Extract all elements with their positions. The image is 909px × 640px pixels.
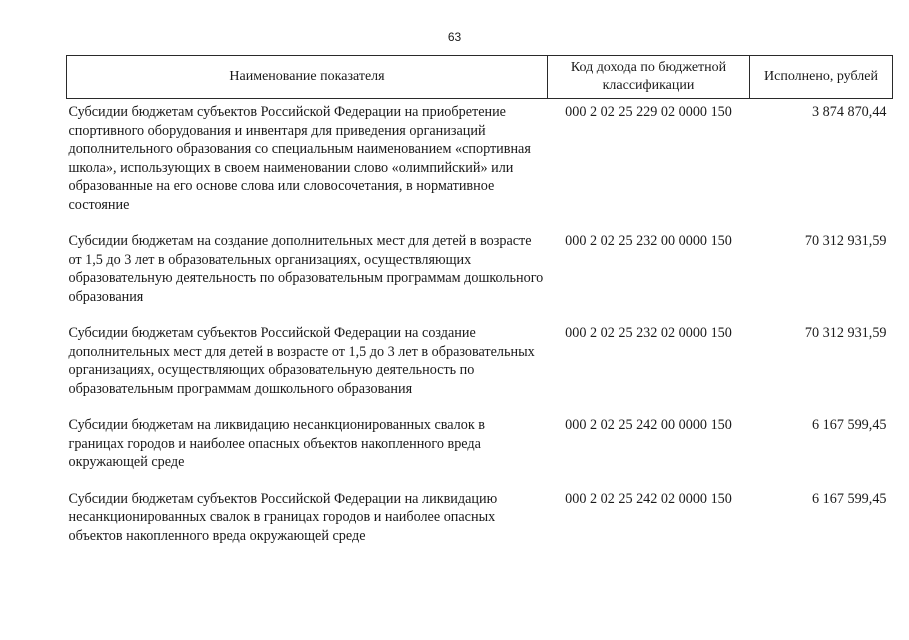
header-indicator-name: Наименование показателя [67,56,548,99]
table-row [67,412,893,486]
income-code: 000 2 02 25 242 02 0000 150 [565,490,732,507]
executed-amount: 3 874 870,44 [812,104,887,120]
indicator-name: Субсидии бюджетам на создание дополнительных мест для детей в возрасте от 1,5 до 3 лет в образовательных организациях, осуществляющих образовательную деятельность по образовательным программам дошкольного образования [68,233,544,305]
executed-amount: 70 312 931,59 [804,325,887,341]
budget-income-table [66,55,893,559]
page-number: 63 [447,30,462,44]
table-row [67,99,893,229]
indicator-name: Субсидии бюджетам субъектов Российской Федерации на приобретение спортивного оборудования и инвентаря для приведения организаций дополнительного образования со специальным наименованием «спортивная школа», использующих в своем наименовании слово «олимпийский» или образованные на его основе слова или словосочетания, в нормативное состояние [68,104,531,213]
header-income-code: Код дохода по бюджетной классификации [548,56,750,99]
indicator-name: Субсидии бюджетам субъектов Российской Федерации на ликвидацию несанкционированных свалок в границах городов и наиболее опасных объектов накопленного вреда окружающей среде [68,490,498,544]
income-code: 000 2 02 25 232 02 0000 150 [565,325,732,341]
table-row [67,228,893,320]
income-code: 000 2 02 25 242 00 0000 150 [565,417,732,433]
income-code: 000 2 02 25 232 00 0000 150 [565,233,732,249]
indicator-name: Субсидии бюджетам на ликвидацию несанкционированных свалок в границах городов и наиболее опасных объектов накопленного вреда окружающей среде [68,417,485,470]
table-row [67,320,893,412]
table-row [67,486,893,560]
income-code: 000 2 02 25 229 02 0000 150 [565,104,732,120]
executed-amount: 70 312 931,59 [804,233,887,249]
indicator-name: Субсидии бюджетам субъектов Российской Федерации на создание дополнительных мест для детей в возрасте от 1,5 до 3 лет в образовательных организациях, осуществляющих образовательную деятельность по образовательным программам дошкольного образования [68,325,535,397]
executed-amount: 6 167 599,45 [812,490,887,507]
executed-amount: 6 167 599,45 [812,417,887,433]
table-header-row [67,56,893,99]
header-executed-amount: Исполнено, рублей [750,56,893,99]
